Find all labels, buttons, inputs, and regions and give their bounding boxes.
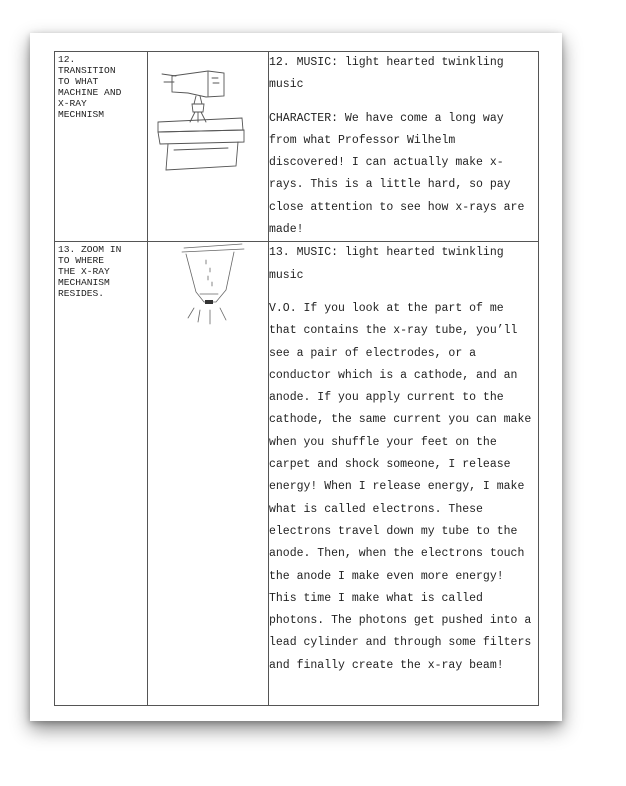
table-row [55, 242, 539, 706]
table-row [55, 52, 539, 242]
document-page [30, 33, 562, 721]
music-cue: 12. MUSIC: light hearted twinkling music [269, 56, 504, 92]
script-cell [269, 52, 539, 242]
sketch-cell [148, 52, 269, 242]
voice-over-dialogue: V.O. If you look at the part of me that contains the x-ray tube, you’ll see a pair of electrodes, or a conductor which is a cathode, and an anode. If you apply current to the cathode, the same current you can make when you shuffle your feet on the carpet and shock someone, I release energy! When I release energy, I make what is called electrons. These electrons travel down my tube to the anode. Then, when the electrons touch the anode I make even more energy! This time I make what is called photons. The photons get pushed into a lead cylinder and through some filters and finally create the x-ray beam! [269, 301, 532, 672]
shot-description: 12. TRANSITION TO WHAT MACHINE AND X-RAY MECHNISM [58, 54, 122, 120]
script-cell [269, 242, 539, 706]
storyboard-table [54, 51, 539, 706]
xray-tube-sketch [148, 242, 269, 332]
sketch-cell [148, 242, 269, 706]
shot-description: 13. ZOOM IN TO WHERE THE X-RAY MECHANISM RESIDES. [58, 244, 122, 300]
shot-description-cell [55, 242, 148, 706]
machine-sketch [148, 52, 269, 182]
music-cue: 13. MUSIC: light hearted twinkling music [269, 246, 504, 282]
shot-description-cell [55, 52, 148, 242]
character-dialogue: CHARACTER: We have come a long way from what Professor Wilhelm discovered! I can actually make x-rays. This is a little hard, so pay close attention to see how x-rays are made! [269, 111, 525, 237]
